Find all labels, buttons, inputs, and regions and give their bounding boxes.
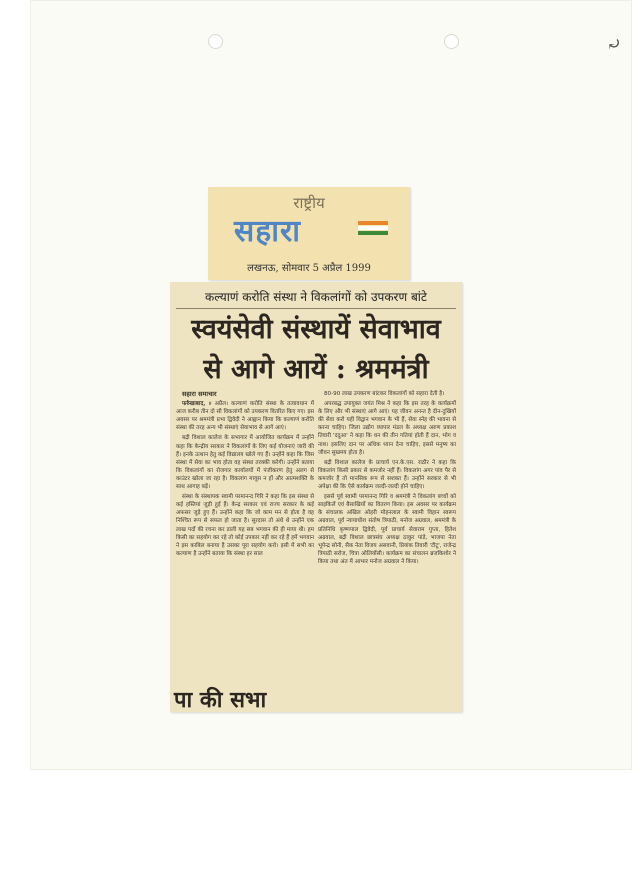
masthead-logo: सहारा xyxy=(234,214,302,249)
article-paragraph: संस्था के संस्थापक स्वामी परमानन्द गिरि ने कहा कि इस संस्था से कई हस्तियां जुड़ी हुई हैं। केन्द्र सरकार एवं राज्य सरकार के कई अफसर जुड़े हुए हैं। उन्होंने कहा कि जो काम मन से होता है वह निश्चित रूप से सफल हो जाता है। सूरदास तो अंधे थे उन्होंने एक लाख पदों की रचना कर डाली यह सब भगवान की ही माया थी। हम किसी का सहयोग कर रहे तो कोई उपकार नहीं कर रहे हैं हमें भगवान ने इस काबिल बनाया है उसका पूरा सहयोग करो। इसी में सभी का कल्याण है उन्होंने बताया कि संस्था हर साल xyxy=(176,494,314,557)
punch-hole-left xyxy=(208,34,223,49)
article-paragraph: 80-90 लाख उपकरण बांटकर विकलांगों को सहारा देती है। xyxy=(324,391,445,397)
article-paragraph: इससे पूर्व स्वामी परमानन्द गिरि व श्रममंत्री ने विकलांग बच्चों को साइकिलें एवं बैसाखियों का वितरण किया। इस अवसर पर कार्यक्रम के संचालक अखिल ओहरी मोहनलाल के स्वामी विहान स्वरूप अग्रवाल, पूर्व न्यायाधीश संतोष त्रिपाठी, मनोज अग्रवाल, श्रममंत्री के प्रतिनिधि कृष्णपाल द्विवेदी, पूर्व प्राचार्य सेवाराम गुप्ता, हितेश अग्रवाल, बद्री विशाल छात्रसंघ अध्यक्ष ठाकुर पांडे, भाजपा नेता भूपेन्द्र सोनी, सैक नेता विजय असवानी, प्रियांक तिवारी 'टीटू', राजेन्द्र त्रिपाठी सरोज, चित्रा ओलियोंसी। कार्यक्रम का संचालन ब्रजकिशोर ने किया तथा अंत में आभार मनोज अग्रवाल ने किया। xyxy=(318,494,456,565)
headline-line-1: स्वयंसेवी संस्थायें सेवाभाव xyxy=(191,314,441,345)
article-paragraph: फर्रुखाबाद, ४ अप्रैल। कल्याणं करोति संस्था के तत्वावधान में आज करीब तीन दो सौ विकलांगों को उपकरण वितरित किए गए। इस अवसर पर श्रममंत्री प्रभा द्विवेदी ने आह्वान किया कि कल्याणं करोति संस्था की तरह अन्य भी संस्थाएं सेवाभाव से आगे आएं। xyxy=(176,401,314,432)
masthead-dateline: लखनऊ, सोमवार 5 अप्रैल 1999 xyxy=(247,263,371,274)
article-paragraph: बद्री विशाल कालेज के प्राचार्य एन.के.एस. राठौर ने कहा कि विकलांग किसी प्रकार से कमजोर नहीं हैं। विकलांग अगर पांव पैर से कमजोर हैं तो मानसिक रूप से सशक्त हैं। उन्होंने सरकार से भी अपेक्षा की कि ऐसे कार्यक्रम जल्दी-जल्दी होने चाहिए। xyxy=(318,459,456,491)
article-kicker: कल्याणं करोति संस्था ने विकलांगों को उपकरण बांटे xyxy=(176,288,456,309)
article-byline: सहारा समाचार xyxy=(182,390,217,398)
article-dateline: फर्रुखाबाद, xyxy=(182,401,206,408)
article-paragraph: बद्री विशाल कालेज के सभागार में आयोजित कार्यक्रम में उन्होंने कहा कि केन्द्रीय सरकार ने विकलांगों के लिए कई योजनाएं जारी की हैं। इनके उत्थान हेतु कई विद्यालय खोले गए हैं। उन्होंने कहा कि जिस संस्था में सेवा का भाव होता वह संस्था तरक्की करेगी। उन्होंने बताया कि विकलांगों का रोजगार कार्यालयों में पंजीकरण हेतु अलग से काउंटर खोला जा रहा है। विकलांग मायूस न हों और आत्मशक्ति के साथ आगाह बढ़ें। xyxy=(176,435,314,491)
corner-mark-icon: ⤾ xyxy=(606,34,622,55)
news-article-clipping xyxy=(170,282,462,712)
article-paragraph: अपरबद्ध उपायुक्त जयंत मिश्र ने कहा कि इस तरह के कार्यक्रमों के लिए और भी संस्थाएं आगे आएं। यह जीवन अनन्त है दीन-दुखियों की सेवा करो यही विद्वान भगवान के भी हैं, सेवा स्नेह की भावना से करना चाहिए। जिला उद्योग व्यापार मंडल के अध्यक्ष अरुण प्रकाश तिवारी 'ददुआ' ने कहा कि धन की तीन गतियां होती हैं दान, भोग व नाश। इसलिए दान पर अधिक ध्यान देना चाहिए, इससे मनुष्य का जीवन सुखमय होता है। xyxy=(318,401,456,456)
adjacent-article-headline: पा की सभा xyxy=(174,687,267,712)
headline-line-2: से आगे आयें : श्रममंत्री xyxy=(203,354,429,385)
article-column-left xyxy=(176,390,314,682)
article-column-right xyxy=(318,390,456,706)
masthead-top-word: राष्ट्रीय xyxy=(293,194,325,212)
newspaper-masthead xyxy=(208,187,410,280)
punch-hole-right xyxy=(444,34,459,49)
flag-stripe-icon xyxy=(358,221,388,235)
flag-stripe-green xyxy=(358,231,388,235)
flag-stripe-white xyxy=(358,226,388,230)
article-headline xyxy=(174,310,458,390)
flag-stripe-saffron xyxy=(358,221,388,225)
